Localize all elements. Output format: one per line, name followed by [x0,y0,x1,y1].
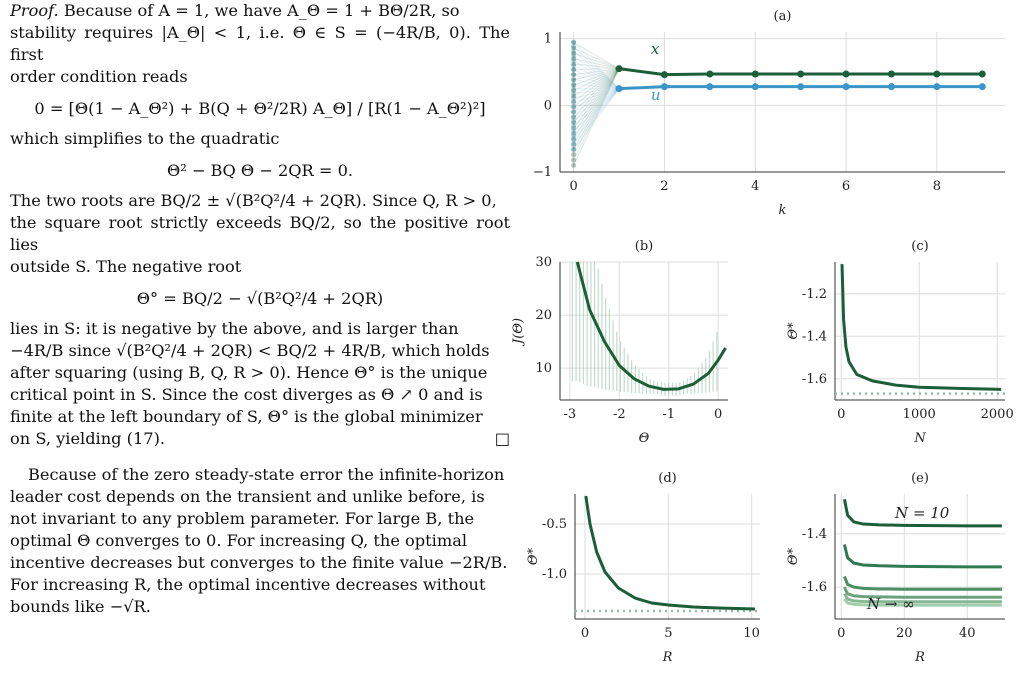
initial-x-point [571,88,576,93]
panel-title: (b) [634,239,654,254]
p1c: order condition reads [10,67,188,86]
y-tick-label: -1.4 [801,526,827,542]
series-marker [979,71,986,78]
x-tick-label: 4 [751,179,760,194]
panel-title: (a) [773,9,792,24]
equation-negative-root: Θ° = BQ/2 − √(B²Q²/4 + 2QR) [136,289,384,308]
y-tick-label: -1.6 [801,371,827,387]
x-tick-label: 0 [713,407,723,422]
x-axis-label: R [662,650,673,665]
series-marker [888,71,895,78]
p3c: outside S. The negative root [10,257,242,276]
series-line [844,545,1001,567]
y-tick-label: −1 [532,165,552,180]
y-tick-label: 1 [543,31,552,47]
initial-u-point [571,124,576,129]
series-line [577,262,725,389]
y-axis-label: Θ* [526,547,541,566]
y-tick-label: -1.6 [801,580,827,596]
proof-label: Proof. [10,1,59,20]
x-axis-label: R [915,650,925,665]
equation-first-order: 0 = [Θ(1 − A_Θ²) + B(Q + Θ²/2R) A_Θ] / [R(1 − A_Θ²)²] [34,99,486,118]
equation-quadratic: Θ² − BQ Θ − 2QR = 0. [166,161,354,180]
p4c: after squaring (using B, Q, R > 0). Hence Θ° is the unique [10,363,488,382]
series-label: u [650,86,661,104]
series-line [842,264,1001,389]
x-tick-label: 0 [837,626,846,641]
y-tick-label: 20 [535,308,552,324]
initial-x-point [571,78,576,83]
initial-x-point [571,56,576,61]
initial-x-point [571,72,576,77]
y-tick-label: -1.4 [801,329,827,345]
x-tick-label: 0 [580,626,590,641]
y-tick-label: 0 [543,98,552,114]
panel-title: (c) [911,239,929,254]
x-tick-label: -1 [662,407,676,422]
series-marker [933,83,940,90]
p1b: stability requires |A_Θ| < 1, i.e. Θ ∈ S = (−4R/B, 0). The first [10,23,510,64]
y-axis-label: J(Θ) [511,317,526,345]
series-label: x [650,40,660,58]
series-marker [752,83,759,90]
series-marker [706,71,713,78]
x-tick-label: 40 [958,626,976,641]
x-tick-label: -3 [563,407,577,422]
p5e: incentive decreases but converges to the finite value −2R/B. [10,553,508,572]
roots-paragraph [10,190,510,278]
annotation-ninf: N → ∞ [867,595,915,613]
p5d: optimal Θ converges to 0. For increasing Q, the optimal [10,531,468,550]
y-axis-label: Θ* [786,322,801,340]
annotation-n10: N = 10 [895,504,950,522]
initial-u-point [571,110,576,115]
p5f: For increasing R, the optimal incentive decreases without [10,575,486,594]
initial-x-point [571,94,576,99]
proof-column [10,0,510,700]
initial-u-point [571,105,576,110]
x-axis-label: k [778,203,787,218]
x-tick-label: 2 [660,179,669,194]
series-marker [616,65,623,72]
x-tick-label: 2000 [980,407,1014,422]
discussion-paragraph [10,464,510,618]
p3a: The two roots are BQ/2 ± √(B²Q²/4 + 2QR). Since Q, R > 0, [10,191,497,210]
y-tick-label: -0.5 [541,517,567,532]
series-marker [843,83,850,90]
x-tick-label: 20 [895,626,913,641]
x-tick-label: 8 [932,179,942,194]
initial-x-point [571,67,576,72]
initial-x-point [571,62,576,67]
initial-x-point [571,46,576,51]
series-marker [979,83,986,90]
y-tick-label: 10 [535,361,552,377]
series-marker [706,83,713,90]
p2: which simplifies to the quadratic [10,129,280,148]
series-marker [616,85,623,92]
p4e: finite at the left boundary of S, Θ° is the global minimizer [10,407,483,426]
x-tick-label: 5 [664,626,673,641]
series-marker [888,83,895,90]
initial-x-point [571,83,576,88]
series-marker [661,71,668,78]
p4f: on S, yielding (17). [10,429,166,448]
panel-title: (d) [658,471,677,486]
p4b: −4R/B since √(B²Q²/4 + 2QR) < BQ/2 + 4R/B, which holds [10,341,490,360]
x-axis-label: Θ [638,431,650,446]
x-tick-label: 6 [841,179,851,194]
p5c: not invariant to any problem parameter. For large B, the [10,509,475,528]
p1a: Because of A = 1, we have A_Θ = 1 + BΘ/2R, so [63,1,460,20]
series-marker [752,71,759,78]
p5b: leader cost depends on the transient and unlike before, is [10,487,485,506]
initial-u-point [571,133,576,138]
x-tick-label: -2 [612,407,626,422]
x-axis-label: N [914,431,926,446]
series-marker [661,83,668,90]
initial-u-point [571,100,576,105]
y-tick-label: -1.0 [541,567,567,582]
series-line [586,496,755,609]
x-tick-label: 0 [837,407,846,422]
initial-x-point [571,152,576,157]
figure-panels [511,0,1021,700]
initial-u-point [571,119,576,124]
y-axis-label: Θ* [786,547,801,566]
initial-x-point [571,163,576,168]
x-tick-label: 1000 [902,407,936,422]
initial-x-point [571,40,576,45]
qed-symbol: □ [494,429,510,448]
series-marker [933,71,940,78]
minimizer-paragraph [10,318,510,450]
p5a: Because of the zero steady-state error the infinite-horizon [28,465,505,484]
x-tick-label: 0 [569,179,578,194]
series-marker [797,71,804,78]
initial-x-point [571,51,576,56]
initial-u-point [571,128,576,133]
proof-paragraph [10,0,510,88]
initial-u-point [571,114,576,119]
transient-x-trace [574,69,619,70]
initial-u-point [571,147,576,152]
x-tick-label: 10 [743,626,760,641]
series-marker [797,83,804,90]
series-marker [843,71,850,78]
initial-x-point [571,158,576,163]
p5g: bounds like −√R. [10,597,151,616]
panel-title: (e) [911,471,929,486]
y-tick-label: 30 [535,255,552,270]
p3b: the square root strictly exceeds BQ/2, so the positive root lies [10,213,510,254]
p4a: lies in S: it is negative by the above, and is larger than [10,319,459,338]
y-tick-label: -1.2 [801,286,827,302]
p4d: critical point in S. Since the cost diverges as Θ ↗ 0 and is [10,385,483,404]
